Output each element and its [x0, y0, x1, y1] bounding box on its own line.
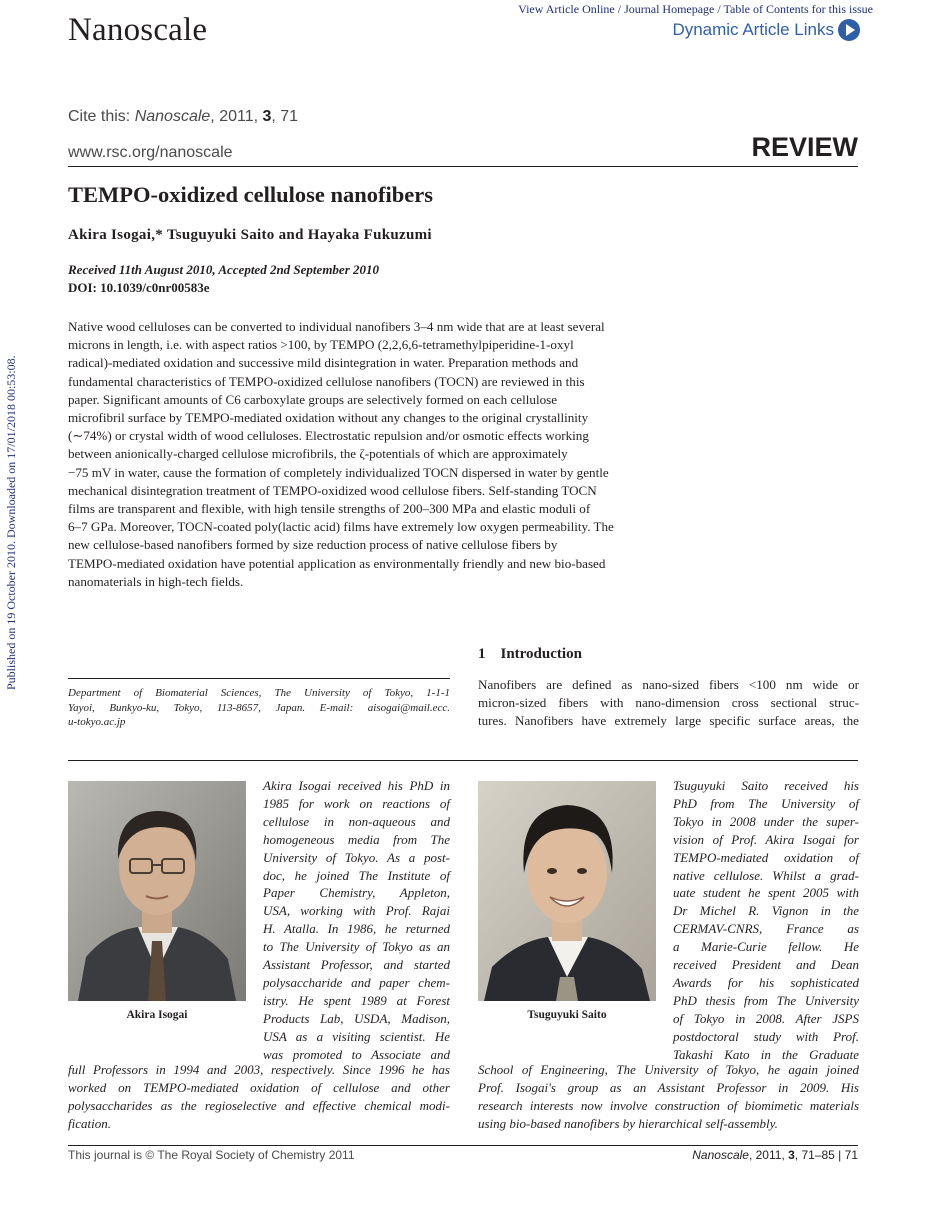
doi[interactable]: DOI: 10.1039/c0nr00583e [68, 280, 210, 295]
bio-line: native cellulose. Whilst a grad- [673, 867, 859, 883]
table-of-contents-link[interactable]: Table of Contents for this issue [723, 2, 873, 16]
bio-line: using bio-based nanofibers by hierarchical self-assembly. [478, 1115, 778, 1131]
affiliation-line: u-tokyo.ac.jp [68, 716, 126, 728]
citation-line [68, 108, 298, 126]
bio-line: doc, he joined The Institute of [263, 867, 450, 883]
bio-line: received President and Dean [673, 957, 859, 973]
received-dates: Received 11th August 2010, Accepted 2nd September 2010 [68, 262, 380, 277]
page-number: 71 [844, 1148, 858, 1162]
bio-line: Tsuguyuki Saito received his [673, 778, 859, 793]
link-separator: / [617, 2, 625, 16]
abstract-line: radical)-mediated oxidation and successive mild disintegration in water. Preparation methods and [68, 355, 579, 371]
bio-line: cellulose in non-aqueous and [263, 813, 450, 829]
footer-journal: Nanoscale [692, 1148, 749, 1162]
author-photo-isogai [68, 781, 246, 1001]
abstract-line: microfibril surface by TEMPO-mediated oxidation without any changes to the original crystallinity [68, 410, 589, 426]
cite-page: , 71 [271, 108, 299, 125]
introduction-body [478, 676, 859, 731]
footer-divider [68, 1145, 858, 1146]
bio-line: worked on TEMPO-mediated oxidation of cellulose and other [68, 1079, 450, 1095]
footer-citation [560, 1148, 858, 1162]
photo-caption-isogai: Akira Isogai [126, 1009, 188, 1021]
bio-line: to The University of Tokyo as an [263, 939, 450, 955]
abstract-line: between anionically-charged cellulose microfibrils, the ζ-potentials of which are approximately [68, 446, 568, 462]
bio-line: University of Tokyo. As a post- [263, 849, 450, 865]
cite-prefix: Cite this: [68, 108, 135, 125]
bio-line: USA, working with Prof. Rajai [263, 903, 450, 919]
bio-line: uate student he spent 2005 with [673, 885, 859, 901]
bio-line: TEMPO-mediated oxidation of [673, 849, 859, 865]
photo-caption-saito: Tsuguyuki Saito [527, 1009, 607, 1021]
bio-line: research interests now involve construction of biomimetic materials [478, 1097, 859, 1113]
bio-line: Takashi Kato in the Graduate [673, 1046, 859, 1062]
abstract-line: fundamental characteristics of TEMPO-oxidized cellulose nanofibers (TOCN) are reviewed in this [68, 373, 585, 389]
footer-year: , 2011, [748, 1148, 789, 1162]
journal-url[interactable]: www.rsc.org/nanoscale [68, 144, 233, 161]
header-divider [68, 166, 858, 167]
affiliation [68, 686, 450, 730]
author-list: Akira Isogai,* Tsuguyuki Saito and Hayaka Fukuzumi [68, 227, 432, 243]
affiliation-line: Yayoi, Bunkyo-ku, Tokyo, 113-8657, Japan. E-mail: aisogai@mail.ecc. [68, 701, 450, 714]
intro-line: micron-sized fibers with nano-dimension cross sectional struc- [478, 695, 859, 711]
footer-copyright: This journal is © The Royal Society of Chemistry 2011 [68, 1148, 355, 1162]
link-separator: / [717, 2, 724, 16]
bio-line: of Tokyo in 2008. After JSPS [673, 1010, 859, 1026]
bio-line: fication. [68, 1115, 111, 1131]
cite-journal: Nanoscale [134, 108, 211, 125]
biography-saito-continued [478, 1061, 859, 1133]
abstract-line: new cellulose-based nanofibers formed by size reduction process of native cellulose fibers by [68, 537, 558, 553]
portrait-illustration [478, 781, 656, 1001]
dynamic-article-links[interactable] [560, 19, 860, 41]
bio-line: PhD thesis from The University [673, 992, 859, 1008]
bio-line: full Professors in 1994 and 2003, respectively. Since 1996 he has [68, 1062, 450, 1077]
section-title: Introduction [500, 646, 582, 662]
portrait-illustration [68, 781, 246, 1001]
top-links [470, 2, 873, 17]
bio-line: School of Engineering, The University of Tokyo, he again joined [478, 1062, 859, 1077]
abstract-line: TEMPO-mediated oxidation have potential application as environmentally friendly and new bio-based [68, 555, 606, 571]
abstract [68, 318, 678, 591]
abstract-line: −75 mV in water, cause the formation of completely individualized TOCN dispersed in water by gentle [68, 464, 609, 480]
biography-saito [673, 777, 859, 1064]
article-type-label: REVIEW [751, 132, 858, 162]
footer-volume: 3 [788, 1148, 795, 1162]
bio-line: Products Lab, USDA, Madison, [263, 1010, 450, 1026]
bio-line: postdoctoral study with Prof. [673, 1028, 859, 1044]
download-stamp: Published on 19 October 2010. Downloaded on 17/01/2018 00:53:08. [4, 355, 18, 690]
bio-line: 1985 for work on reactions of [263, 795, 450, 811]
bio-line: H. Atalla. In 1986, he returned [263, 921, 450, 937]
abstract-line: (∼74%) or crystal width of wood celluloses. Electrostatic repulsion and/or osmotic effects working [68, 428, 589, 444]
abstract-line: microns in length, i.e. with aspect ratios >100, by TEMPO (2,2,6,6-tetramethylpiperidine-1-oxyl [68, 337, 574, 353]
bio-line: polysaccharide and paper chem- [263, 974, 450, 990]
intro-line: tures. Nanofibers have extremely large specific surface areas, the [478, 713, 859, 729]
biography-isogai [263, 777, 450, 1064]
abstract-line: films are transparent and flexible, with high tensile strengths of 200–300 MPa and elastic moduli of [68, 501, 591, 517]
biography-isogai-continued [68, 1061, 450, 1133]
bio-line: istry. He spent 1989 at Forest [263, 992, 450, 1008]
dynamic-article-links-label: Dynamic Article Links [672, 20, 834, 39]
play-arrow-icon[interactable] [838, 19, 860, 41]
intro-line: Nanofibers are defined as nano-sized fibers <100 nm wide or [478, 677, 859, 692]
journal-title: Nanoscale [68, 12, 208, 48]
abstract-line: mechanical disintegration treatment of TEMPO-oxidized wood cellulose fibers. Self-standing TOCN [68, 482, 597, 498]
footer-pages: , 71–85 [794, 1148, 835, 1162]
abstract-line: paper. Significant amounts of C6 carboxylate groups are selectively formed on each cellulose [68, 391, 558, 407]
section-number: 1 [478, 646, 486, 662]
bio-line: PhD from The University of [673, 795, 859, 811]
section-heading-introduction [478, 646, 582, 663]
article-title: TEMPO-oxidized cellulose nanofibers [68, 182, 433, 207]
bio-line: CERMAV-CNRS, France as [673, 921, 859, 937]
footer-separator: | [834, 1148, 845, 1162]
author-photo-saito [478, 781, 656, 1001]
bio-line: Prof. Isogai's group as an Assistant Professor in 2009. His [478, 1079, 859, 1095]
affiliation-divider [68, 678, 450, 679]
bio-line: Awards for his sophisticated [673, 974, 859, 990]
view-article-online-link[interactable]: View Article Online [518, 2, 615, 16]
bio-line: a Marie-Curie fellow. He [673, 939, 859, 955]
biography-divider [68, 760, 858, 761]
abstract-line: 6–7 GPa. Moreover, TOCN-coated poly(lactic acid) films have extremely low oxygen permeability. The [68, 519, 614, 535]
bio-line: vision of Prof. Akira Isogai for [673, 831, 859, 847]
bio-line: USA as a visiting scientist. He [263, 1028, 450, 1044]
bio-line: Akira Isogai received his PhD in [263, 778, 450, 793]
bio-line: Dr Michel R. Vignon in the [673, 903, 859, 919]
cite-year: , 2011, [210, 108, 263, 125]
abstract-line: Native wood celluloses can be converted to individual nanofibers 3–4 nm wide that are at least several [68, 319, 605, 334]
journal-homepage-link[interactable]: Journal Homepage [624, 2, 715, 16]
bio-line: Paper Chemistry, Appleton, [263, 885, 450, 901]
affiliation-line: Department of Biomaterial Sciences, The University of Tokyo, 1-1-1 [68, 687, 450, 699]
bio-line: Tokyo in 2008 under the super- [673, 813, 859, 829]
bio-line: Assistant Professor, and started [263, 957, 450, 973]
bio-line: was promoted to Associate and [263, 1046, 450, 1062]
abstract-line: nanomaterials in high-tech fields. [68, 573, 244, 589]
cite-volume: 3 [262, 108, 272, 125]
bio-line: homogeneous media from The [263, 831, 450, 847]
bio-line: polysaccharides as the regioselective and effective chemical modi- [68, 1097, 450, 1113]
